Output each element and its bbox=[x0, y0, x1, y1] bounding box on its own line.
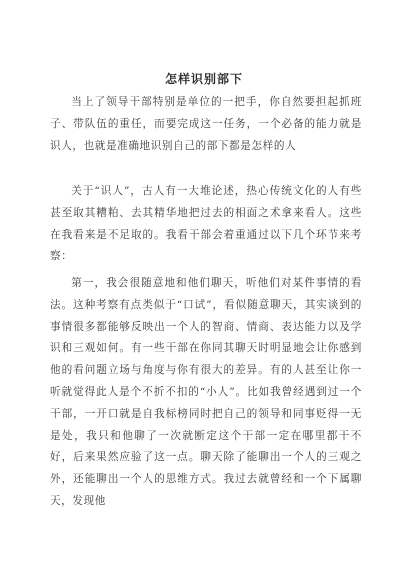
document-title: 怎样识别部下 bbox=[164, 72, 243, 86]
paragraph-3: 第一，我会很随意地和他们聊天，听他们对某件事情的看法。这种考察有点类似于“口试”，看似随意聊天，其实谈到的事情很多都能够反映出一个人的智商、情商、表达能力以及学识和三观如何。有一些干部在你同其聊天时明显地会让你感到他的看问题立场与角度与你有很大的差异。有的人甚至让你一听就觉得此人是个不折不扣的“小人”。比如我曾经遇到过一个干部，一开口就是自我标榜同时把自己的领导和同事贬得一无是处，我只和他聊了一次就断定这个干部一定在哪里都干不好，后来果然应验了这一点。聊天除了能聊出一个人的三观之外，还能聊出一个人的思维方式。我过去就曾经和一个下属聊天，发现他 bbox=[50, 277, 362, 507]
paragraph-1: 当上了领导干部特别是单位的一把手，你自然要担起抓班子、带队伍的重任，而要完成这一任务，一个必备的能力就是识人，也就是准确地识别自己的部下都是怎样的人 bbox=[50, 96, 362, 152]
paragraph-2: 关于“识人”，古人有一大堆论述，热心传统文化的人有些甚至取其糟粕、去其精华地把过去的相面之术拿来看人。这些在我看来是不足取的。我看干部会着重通过以下几个环节来考察： bbox=[50, 185, 362, 263]
